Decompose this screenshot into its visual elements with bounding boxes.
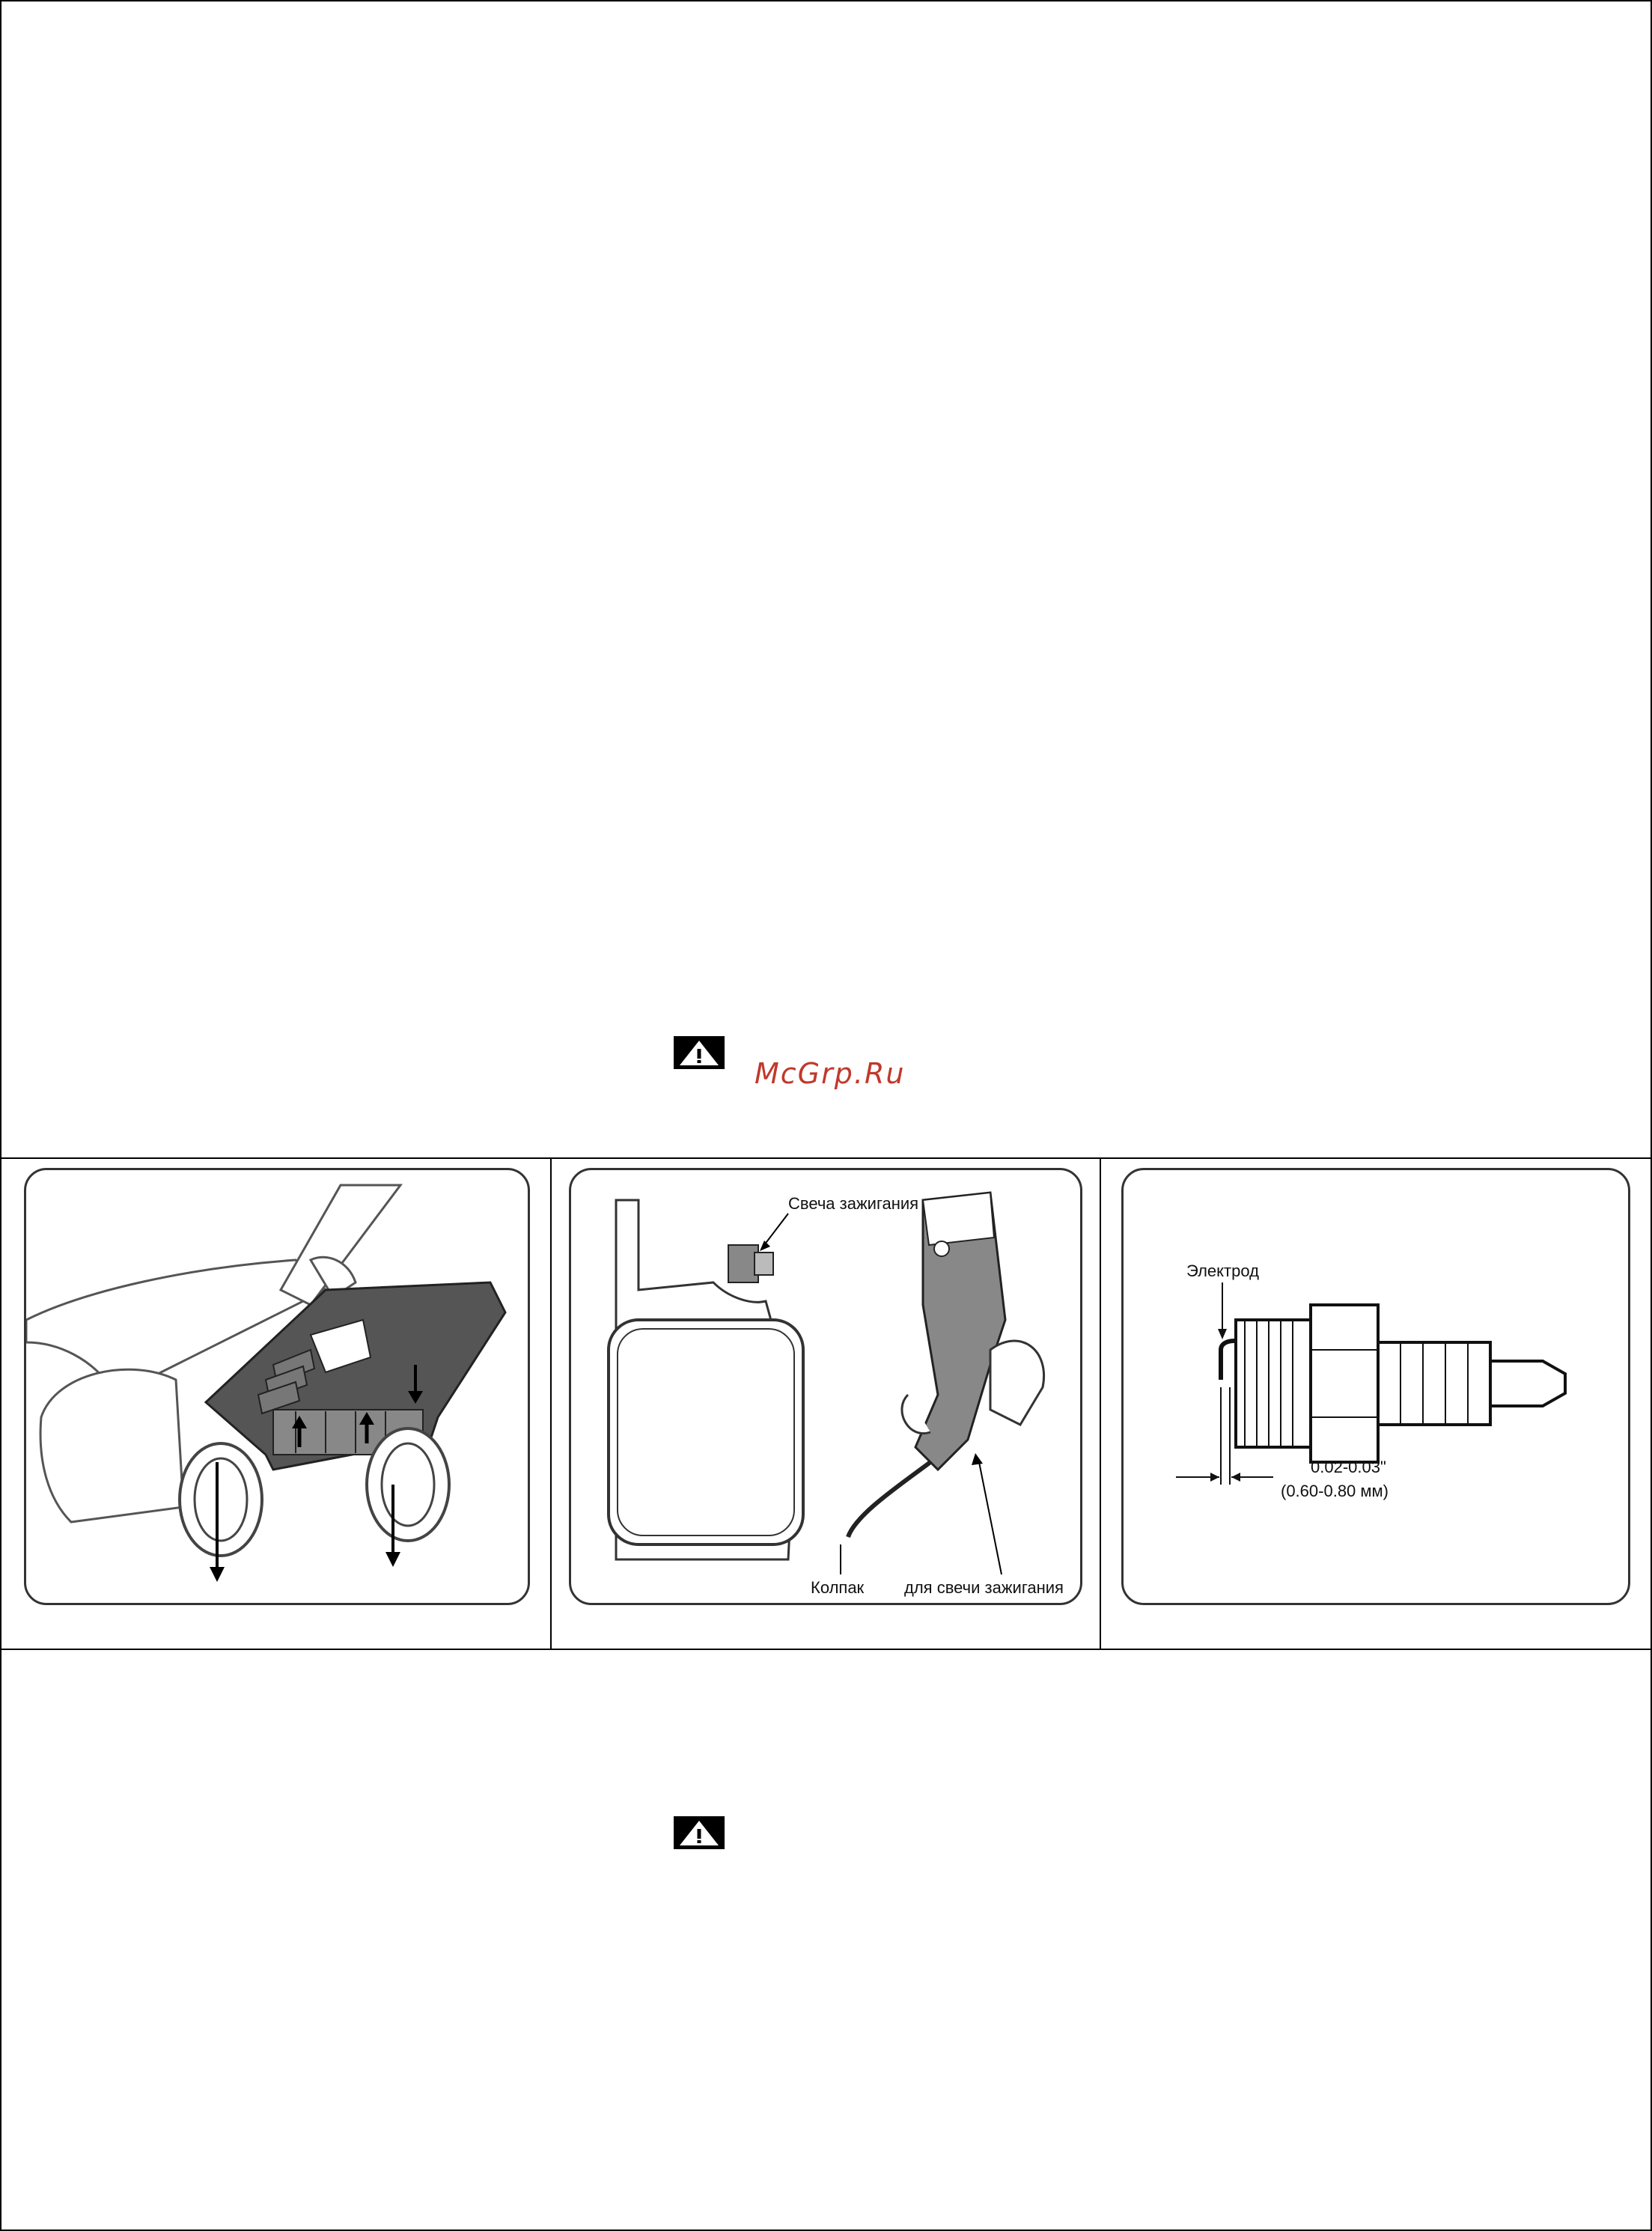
- figure-deck-cover: [24, 1168, 530, 1605]
- spark-plug-gap-illustration: [1124, 1170, 1628, 1603]
- warning-triangle-icon: [674, 1036, 725, 1069]
- warning-triangle-icon: [674, 1816, 725, 1849]
- figure-spark-plug-gap: [1121, 1168, 1630, 1605]
- label-electrode: Электрод: [1186, 1261, 1259, 1280]
- figure-spark-plug-cap: [569, 1168, 1082, 1605]
- watermark: McGrp.Ru: [755, 1057, 906, 1090]
- spark-plug-cap-illustration: [571, 1170, 1080, 1603]
- label-cap-left: Колпак: [811, 1578, 865, 1597]
- label-cap-right: для свечи зажигания: [904, 1578, 1064, 1597]
- table-top-border: [0, 1157, 1652, 1159]
- label-spark-plug: Свеча зажигания: [788, 1194, 919, 1213]
- label-gap-mm: (0.60-0.80 мм): [1281, 1482, 1389, 1500]
- table-column-divider: [1100, 1159, 1101, 1650]
- table-bottom-border: [0, 1649, 1652, 1650]
- label-gap-inch: 0.02-0.03": [1311, 1458, 1386, 1476]
- table-column-divider: [550, 1159, 552, 1650]
- deck-cover-illustration: [26, 1170, 528, 1603]
